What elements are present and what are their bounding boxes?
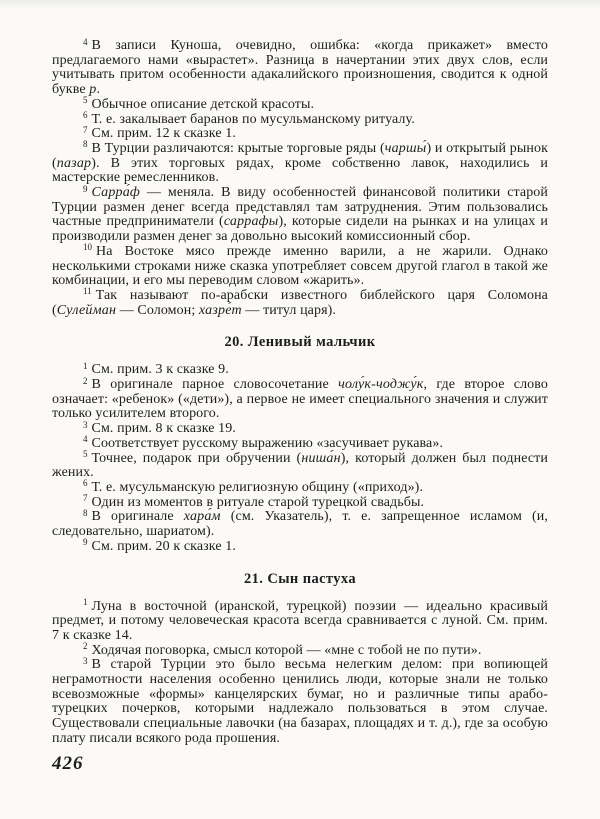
transliterated-term: саррафы bbox=[223, 214, 279, 230]
footnote-number: 8 bbox=[83, 139, 88, 150]
footnote: $^3$ В старой Турции это было весьма нелегким делом: при вопиющей неграмотности населения особенно ценились люди, которые знали не только всевозможные «формы» канцелярских бумаг, но и различные типы арабо-турецких почерков, которыми надлежало пользоваться в этом случае. Существовали специальные лавочки (на базарах, площадях и т. д.), где за особую плату писали всякого рода прошения. bbox=[52, 655, 548, 746]
transliterated-term: хазре́т bbox=[198, 302, 242, 318]
transliterated-term: ниша́н bbox=[301, 450, 341, 466]
notes-section bbox=[52, 36, 548, 318]
footnote-number: 5 bbox=[83, 449, 88, 460]
footnote-number: 5 bbox=[83, 95, 88, 106]
footnote: $^2$ В оригинале парное словосочетание чолу́к-чоджу́к, где второе слово означает: «ребенок» («дети»), а первое не имеет специального значения и служит только усилителем второго. bbox=[52, 375, 548, 422]
footnote: $^1$ См. прим. 3 к сказке 9. bbox=[83, 360, 229, 378]
footnote-number: 11 bbox=[83, 286, 92, 297]
notes-section bbox=[52, 571, 548, 747]
transliterated-term: чолу́к-чоджу́к bbox=[338, 377, 424, 393]
footnote-number: 2 bbox=[83, 641, 88, 652]
footnote-number: 3 bbox=[83, 419, 88, 430]
footnote-number: 8 bbox=[83, 507, 88, 518]
transliterated-term: хара́м bbox=[183, 509, 221, 525]
footnote-number: 3 bbox=[83, 655, 88, 666]
footnote-number: 1 bbox=[83, 597, 88, 607]
footnote: $^7$ Один из моментов в ритуале старой турецкой свадьбы. bbox=[83, 493, 425, 510]
footnote: $^{11}$ Так называют по-арабски известного библейского царя Соломона (Сулейман — Соломон; хазре́т — титул царя). bbox=[52, 286, 548, 318]
footnote-number: 6 bbox=[83, 110, 88, 121]
transliterated-term: Сарра́ф bbox=[91, 185, 141, 201]
footnote-number: 9 bbox=[83, 183, 88, 194]
footnote: $^8$ В Турции различаются: крытые торговые ряды (чаршы́) и открытый рынок (пазар). В этих торговых рядах, кроме собственно лавок, находились и мастерские ремесленников. bbox=[52, 139, 548, 186]
tale-heading: 21. Сын пастуха bbox=[243, 570, 357, 587]
footnote: $^6$ Т. е. мусульманскую религиозную общину («приход»). bbox=[83, 478, 424, 495]
footnote: $^7$ См. прим. 12 к сказке 1. bbox=[83, 124, 236, 142]
footnote: $^8$ В оригинале хара́м (см. Указатель), т. е. запрещенное исламом (и, следовательно, шариатом). bbox=[52, 507, 548, 540]
footnote: $^{10}$ На Востоке мясо прежде именно варили, а не жарили. Однако несколькими строками ниже сказка употребляет совсем другой глагол в такой же комбинации, и его мы переводим словом «жарить». bbox=[52, 242, 548, 289]
footnote-number: 4 bbox=[83, 434, 88, 445]
transliterated-term: пазар bbox=[56, 155, 92, 171]
footnote-number: 7 bbox=[83, 124, 88, 135]
tale-heading: 20. Ленивый мальчик bbox=[224, 334, 376, 351]
transliterated-term: чаршы́ bbox=[384, 140, 427, 156]
notes-section bbox=[52, 334, 548, 554]
transliterated-term: Сулейман bbox=[56, 302, 117, 318]
footnote-number: 6 bbox=[83, 478, 88, 489]
footnote-number: 1 bbox=[83, 360, 88, 371]
footnote-number: 4 bbox=[83, 36, 88, 47]
footnote: $^5$ Обычное описание детской красоты. bbox=[83, 95, 315, 112]
footnote: $^2$ Ходячая поговорка, смысл которой — «мне с тобой не по пути». bbox=[83, 641, 482, 658]
footnote-number: 7 bbox=[83, 493, 88, 504]
footnote: $^9$ Сарра́ф — меняла. В виду особенностей финансовой политики старой Турции размен денег всегда представлял там затруднения. Этим пользовались частные предприниматели (саррафы), которые сидели на рынках и на улицах и производили размен денег за довольно высокий комиссионный сбор. bbox=[52, 183, 548, 245]
footnote: $^9$ См. прим. 20 к сказке 1. bbox=[83, 537, 236, 554]
footnote: $^1$ Луна в восточной (иранской, турецкой) поэзии — идеально красивый предмет, и потому человеческая красота всегда сравнивается с луной. См. прим. 7 к сказке 14. bbox=[52, 597, 548, 643]
footnote: $^5$ Точнее, подарок при обручении (ниша́н), который должен был поднести жених. bbox=[52, 449, 548, 481]
footnote-number: 2 bbox=[83, 375, 88, 386]
footnote-number: 10 bbox=[83, 242, 92, 253]
footnote-number: 9 bbox=[83, 537, 88, 548]
footnote: $^4$ В записи Куноша, очевидно, ошибка: «когда прикажет» вместо предлагаемого нами «вырастет». Разница в начертании этих двух слов, если учитывать притом особенности адакалийского произношения, сводится к одной букве р. bbox=[52, 36, 548, 98]
footnote: $^6$ Т. е. закалывает баранов по мусульманскому ритуалу. bbox=[83, 110, 415, 127]
page-number: 426 bbox=[52, 753, 84, 774]
scan-edge-shadow bbox=[0, 0, 600, 10]
notes-content bbox=[52, 36, 548, 747]
transliterated-term: р bbox=[89, 82, 97, 98]
footnote: $^3$ См. прим. 8 к сказке 19. bbox=[83, 419, 236, 437]
footnote: $^4$ Соответствует русскому выражению «засучивает рукава». bbox=[83, 434, 444, 451]
